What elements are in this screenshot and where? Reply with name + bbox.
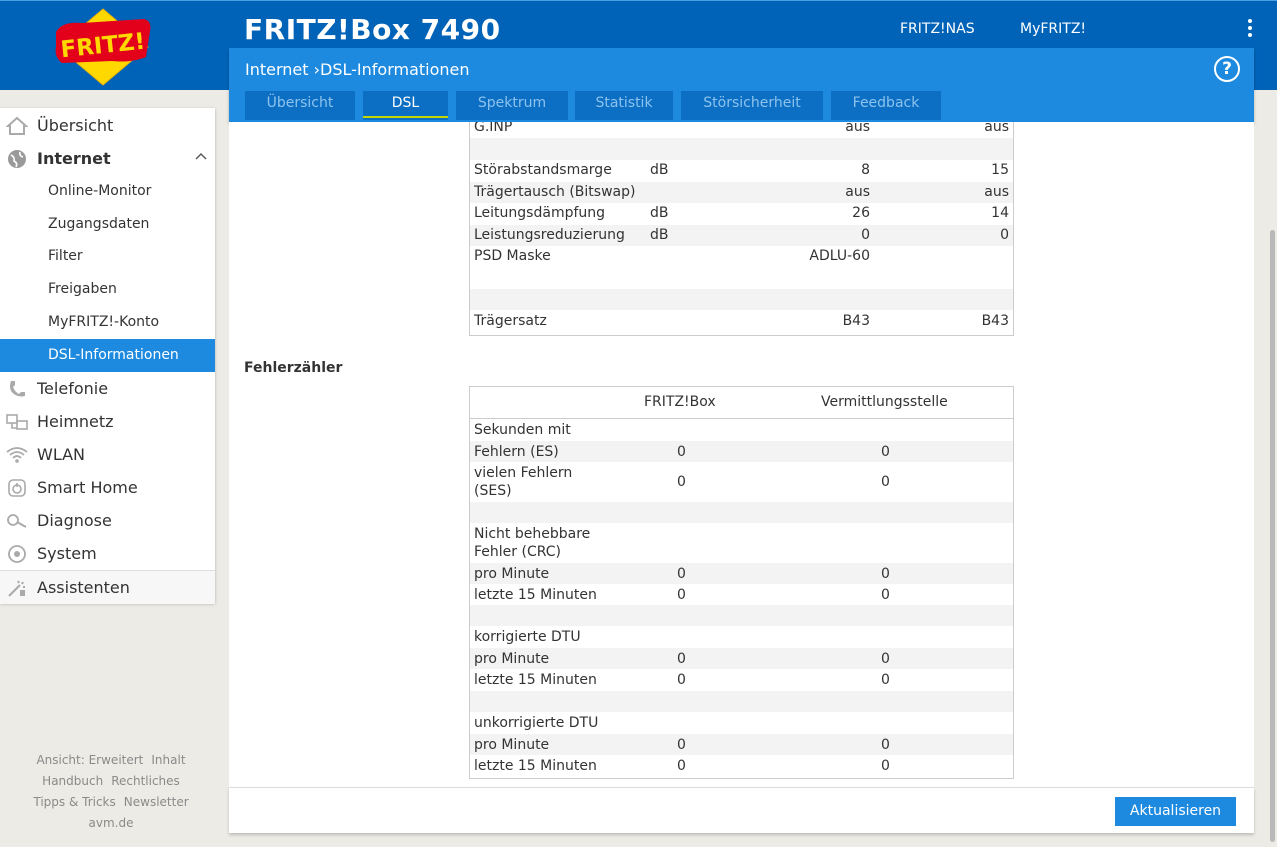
row-value-fritzbox: 0 [677,758,686,774]
row-label: letzte 15 Minuten [474,758,597,774]
scrollbar-thumb[interactable] [1270,230,1275,842]
row-downstream: 8 [861,162,870,178]
row-label: vielen Fehlern (SES) [474,465,573,499]
tab-feedback[interactable]: Feedback [831,91,941,120]
breadcrumb-parent[interactable]: Internet [245,60,309,79]
sidebar-item-filter[interactable] [0,240,215,273]
row-label: pro Minute [474,650,550,667]
main-content [229,122,1254,787]
row-label: letzte 15 Minuten [474,586,597,603]
footer-link-rechtliches[interactable]: Rechtliches [111,774,180,788]
globe-icon [6,149,28,169]
wizard-icon [6,578,28,598]
sidebar-item-myfritz-konto[interactable] [0,306,215,339]
row-label: unkorrigierte DTU [474,715,599,731]
diagnose-icon [6,511,28,531]
row-label: Trägertausch (Bitswap) [474,184,636,200]
tab-stoersicherheit[interactable]: Störsicherheit [681,91,823,120]
table-row [470,311,1013,332]
row-value-fritzbox: 0 [677,565,686,582]
breadcrumb-separator: › [313,60,321,79]
row-label: PSD Maske [474,248,551,264]
sidebar-item-diagnose[interactable] [0,504,215,537]
section-title-fehlerzaehler: Fehlerzähler [244,360,343,376]
sidebar-item-internet[interactable] [0,142,215,175]
footer-link-handbuch[interactable]: Handbuch [42,774,104,788]
column-header-vermittlungsstelle: Vermittlungsstelle [821,394,948,410]
row-upstream: aus [984,122,1009,135]
wifi-icon [6,445,28,465]
row-label: G.INP [474,122,513,135]
smarthome-icon [6,478,28,498]
table-row-empty [470,268,1013,289]
sidebar [0,108,215,603]
sidebar-item-freigaben[interactable] [0,273,215,306]
table-row [470,122,1013,138]
table-row [470,182,1013,203]
table-row [470,203,1013,224]
sub-header [229,48,1254,122]
row-label: pro Minute [474,736,550,753]
sidebar-item-label: Telefonie [37,379,109,398]
row-downstream: ADLU-60 [809,248,870,264]
row-label: korrigierte DTU [474,629,581,645]
refresh-button[interactable]: Aktualisieren [1115,797,1236,826]
row-downstream: aus [845,184,870,200]
row-upstream: 15 [991,162,1009,178]
table-row [470,648,1013,669]
tab-uebersicht[interactable]: Übersicht [245,91,355,120]
error-counter-table [469,386,1014,779]
breadcrumb-current: DSL-Informationen [320,60,470,79]
fritz-logo[interactable] [52,7,154,87]
row-label: pro Minute [474,565,550,582]
row-upstream: 14 [991,205,1009,221]
sidebar-item-label: Heimnetz [37,412,114,431]
row-unit: dB [650,227,669,243]
table-row-empty [470,289,1013,310]
sidebar-item-label: Filter [48,248,83,264]
table-row-empty [470,138,1013,160]
sidebar-item-label: Diagnose [37,511,112,530]
sidebar-item-zugangsdaten[interactable] [0,208,215,241]
sidebar-item-online-monitor[interactable] [0,175,215,208]
table-row [470,160,1013,181]
sidebar-item-label: Online-Monitor [48,183,152,199]
more-menu-icon[interactable] [1246,19,1254,39]
page-title: FRITZ!Box 7490 [244,13,501,46]
table-row [470,225,1013,246]
sidebar-item-heimnetz[interactable] [0,405,215,438]
row-label: Sekunden mit [474,422,571,438]
row-value-vermittlungsstelle: 0 [881,443,890,460]
home-icon [6,116,28,136]
myfritz-link[interactable]: MyFRITZ! [1020,21,1087,37]
sidebar-item-label: Übersicht [37,116,114,135]
table-row [470,419,1013,441]
network-icon [6,412,28,432]
row-unit: dB [650,162,669,178]
sidebar-item-dsl-informationen[interactable] [0,339,215,372]
tab-dsl[interactable]: DSL [363,91,448,120]
row-value-vermittlungsstelle: 0 [881,672,890,688]
sidebar-item-label: Assistenten [37,578,130,597]
row-unit: dB [650,205,669,221]
content-footer [229,787,1254,833]
table-row [470,563,1013,584]
sidebar-item-label: DSL-Informationen [48,347,179,363]
sidebar-item-label: Internet [37,149,111,168]
footer-link-ansicht[interactable]: Ansicht: Erweitert [36,753,144,767]
row-value-fritzbox: 0 [677,672,686,688]
row-value-fritzbox: 0 [677,586,686,603]
row-value-fritzbox: 0 [677,474,686,490]
row-value-fritzbox: 0 [677,736,686,753]
row-label: Leistungsreduzierung [474,227,625,243]
chevron-up-icon[interactable] [195,152,207,160]
table-row [470,669,1013,691]
table-row [470,755,1013,777]
help-icon[interactable]: ? [1214,56,1240,82]
table-row [470,712,1013,734]
sidebar-item-label: System [37,544,97,563]
table-row-empty [470,691,1013,712]
row-upstream: 0 [1000,227,1009,243]
row-label: Leitungsdämpfung [474,205,606,221]
sidebar-item-label: WLAN [37,445,86,464]
row-value-fritzbox: 0 [677,443,686,460]
row-value-vermittlungsstelle: 0 [881,586,890,603]
table-row [470,462,1013,502]
row-upstream: B43 [981,313,1009,329]
sidebar-item-label: Zugangsdaten [48,216,150,232]
table-row-empty [470,502,1013,523]
sidebar-item-uebersicht[interactable] [0,109,215,142]
column-header-fritzbox: FRITZ!Box [644,394,716,410]
row-value-vermittlungsstelle: 0 [881,474,890,490]
row-downstream: aus [845,122,870,135]
footer-link-inhalt[interactable]: Inhalt [151,753,186,767]
table-row [470,734,1013,755]
row-value-vermittlungsstelle: 0 [881,758,890,774]
line-parameters-table [469,122,1014,336]
row-label: Fehlern (ES) [474,443,559,460]
sidebar-item-telefonie[interactable] [0,372,215,405]
row-downstream: 26 [852,205,870,221]
row-upstream: aus [984,184,1009,200]
fritznas-link[interactable]: FRITZ!NAS [900,21,975,37]
row-value-vermittlungsstelle: 0 [881,565,890,582]
row-value-vermittlungsstelle: 0 [881,736,890,753]
table-row [470,441,1013,462]
sidebar-item-label: MyFRITZ!-Konto [48,314,160,330]
row-downstream: 0 [861,227,870,243]
tab-statistik[interactable]: Statistik [575,91,673,120]
sidebar-item-label: Smart Home [37,478,138,497]
table-row [470,523,1013,563]
sidebar-item-system[interactable] [0,537,215,570]
phone-icon [6,379,28,399]
footer-link-newsletter[interactable]: Newsletter [123,795,189,809]
tab-spektrum[interactable]: Spektrum [456,91,568,120]
row-label: Störabstandsmarge [474,162,612,178]
row-value-fritzbox: 0 [677,650,686,667]
row-downstream: B43 [842,313,870,329]
system-icon [6,544,28,564]
row-label: Nicht behebbare Fehler (CRC) [474,526,591,560]
table-header [470,387,1013,419]
logo-text: FRITZ! [59,28,147,64]
row-label: letzte 15 Minuten [474,672,597,688]
row-label: Trägersatz [474,313,547,329]
footer-links [0,750,222,834]
table-row [470,626,1013,648]
sidebar-item-label: Freigaben [48,281,117,297]
footer-link-tipps[interactable]: Tipps & Tricks [33,795,116,809]
sidebar-item-wlan[interactable] [0,438,215,471]
sidebar-item-smart-home[interactable] [0,471,215,504]
breadcrumb [245,60,470,79]
row-value-vermittlungsstelle: 0 [881,650,890,667]
table-row [470,246,1013,267]
table-row [470,584,1013,605]
sidebar-item-assistenten[interactable] [0,571,215,604]
footer-link-avm[interactable]: avm.de [88,816,134,830]
table-row-empty [470,605,1013,626]
